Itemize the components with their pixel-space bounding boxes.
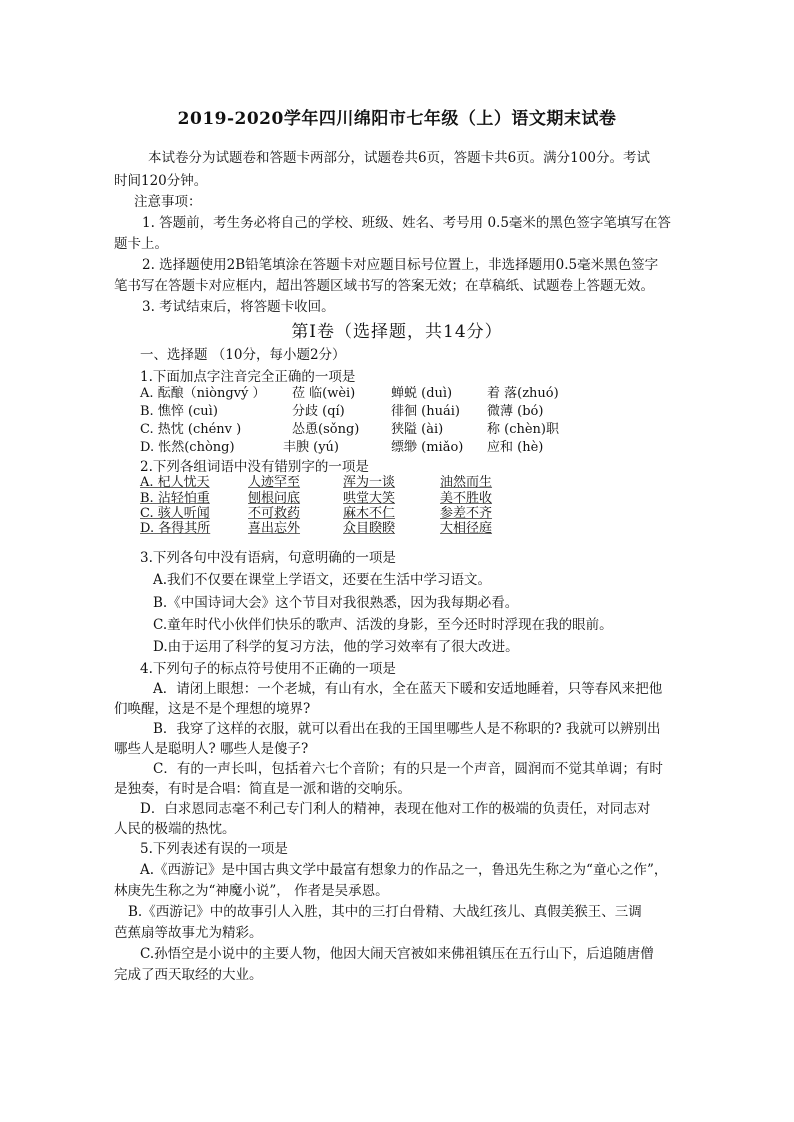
q2-stem: 2.下列各组词语中没有错别字的一项是 bbox=[140, 459, 369, 475]
q4-option-d-line-1: D．白求恩同志毫不利己专门利人的精神，表现在他对工作的极端的负责任，对同志对 bbox=[140, 801, 651, 817]
q2-c-item-2: 不可救药 bbox=[248, 506, 301, 521]
q2-d-item-2: 喜出忘外 bbox=[248, 521, 301, 536]
q1-a-item-4: 着 落(zhuó) bbox=[487, 386, 559, 401]
q1-c-item-2: 怂恿(sǒng) bbox=[292, 422, 360, 437]
q4-option-b-line-2: 哪些人是聪明人? 哪些人是傻子? bbox=[114, 741, 309, 757]
q4-stem: 4.下列句子的标点符号使用不正确的一项是 bbox=[140, 661, 396, 677]
q1-c-item-3: 狭隘 (ài) bbox=[391, 422, 444, 437]
q5-option-a-line-2: 林庚先生称之为“神魔小说”， 作者是吴承恩。 bbox=[114, 883, 389, 899]
q2-c-item-1: C. 骇人听闻 bbox=[140, 506, 210, 521]
note-2-line-1: 2. 选择题使用2B铅笔填涂在答题卡对应题目标号位置上，非选择题用0.5毫米黑色签字 bbox=[142, 257, 659, 273]
q2-a-item-4: 油然而生 bbox=[440, 475, 493, 490]
q5-option-b-line-2: 芭蕉扇等故事尤为精彩。 bbox=[114, 925, 263, 941]
q1-d-item-3: 缥缈 (miǎo) bbox=[391, 440, 464, 455]
note-1-line-2: 题卡上。 bbox=[114, 236, 168, 252]
q1-b-item-1: B. 憔悴 (cuì) bbox=[140, 404, 218, 419]
note-3: 3. 考试结束后，将答题卡收回。 bbox=[142, 299, 335, 315]
q2-d-item-3: 众目睽睽 bbox=[343, 521, 396, 536]
note-2-line-2: 笔书写在答题卡对应框内，超出答题区域书写的答案无效；在草稿纸、试题卷上答题无效。 bbox=[114, 278, 654, 294]
q5-stem: 5.下列表述有误的一项是 bbox=[140, 841, 288, 857]
q1-b-item-3: 徘徊 (huái) bbox=[391, 404, 460, 419]
q5-option-c-line-2: 完成了西天取经的大业。 bbox=[114, 967, 263, 983]
q4-option-d-line-2: 人民的极端的热忱。 bbox=[114, 821, 236, 837]
q1-b-item-4: 微薄 (bó) bbox=[487, 404, 544, 419]
q3-option-a: A.我们不仅要在课堂上学语文，还要在生活中学习语文。 bbox=[153, 572, 492, 588]
page-title: 2019-2020学年四川绵阳市七年级（上）语文期末试卷 bbox=[177, 109, 617, 129]
q3-option-b: B.《中国诗词大会》这个节目对我很熟悉，因为我每期必看。 bbox=[153, 595, 519, 611]
q1-stem: 1.下面加点字注音完全正确的一项是 bbox=[140, 369, 356, 385]
q1-d-item-2: 丰腴 (yú) bbox=[283, 440, 339, 455]
q4-option-b-line-1: B．我穿了这样的衣服，就可以看出在我的王国里哪些人是不称职的? 我就可以辨别出 bbox=[153, 721, 661, 737]
q2-a-item-3: 浑为一谈 bbox=[343, 475, 396, 490]
q3-option-c: C.童年时代小伙伴们快乐的歌声、活泼的身影，至今还时时浮现在我的眼前。 bbox=[153, 617, 613, 633]
q2-b-item-2: 刨根问底 bbox=[248, 491, 301, 506]
q2-b-item-3: 哄堂大笑 bbox=[343, 491, 396, 506]
part-1-heading: 一、选择题 （10分，每小题2分） bbox=[140, 347, 346, 363]
q1-a-item-3: 蝉蜕 (duì) bbox=[391, 386, 453, 401]
q1-b-item-2: 分歧 (qí) bbox=[292, 404, 345, 419]
q2-a-item-1: A. 杞人忧天 bbox=[140, 475, 210, 490]
q1-d-item-1: D. 怅然(chòng) bbox=[140, 440, 235, 455]
q2-d-item-1: D. 各得其所 bbox=[140, 521, 211, 536]
q4-option-c-line-2: 是独奏，有时是合唱：简直是一派和谐的交响乐。 bbox=[114, 781, 411, 797]
intro-line-1: 本试卷分为试题卷和答题卡两部分，试题卷共6页，答题卡共6页。满分100分。考试 bbox=[148, 150, 650, 166]
q5-option-c-line-1: C.孙悟空是小说中的主要人物，他因大闹天宫被如来佛祖镇压在五行山下，后追随唐僧 bbox=[140, 946, 654, 962]
q4-option-a-line-2: 们唤醒，这是不是个理想的境界? bbox=[114, 701, 311, 717]
q2-b-item-4: 美不胜收 bbox=[440, 491, 493, 506]
q4-option-c-line-1: C．有的一声长叫，包括着六七个音阶；有的只是一个声音，圆润而不觉其单调；有时 bbox=[153, 761, 663, 777]
q2-b-item-1: B. 沾轻怕重 bbox=[140, 491, 210, 506]
q2-a-item-2: 人迹罕至 bbox=[248, 475, 301, 490]
intro-line-2: 时间120分钟。 bbox=[114, 173, 208, 189]
q5-option-b-line-1: B.《西游记》中的故事引人入胜，其中的三打白骨精、大战红孩儿、真假美猴王、三调 bbox=[128, 904, 642, 920]
q4-option-a-line-1: A．请闭上眼想：一个老城，有山有水，全在蓝天下暖和安适地睡着，只等春风来把他 bbox=[153, 681, 663, 697]
q1-c-item-1: C. 热忱 (chénv ) bbox=[140, 422, 242, 437]
q3-stem: 3.下列各句中没有语病，句意明确的一项是 bbox=[140, 550, 396, 566]
q2-d-item-4: 大相径庭 bbox=[440, 521, 493, 536]
q1-a-item-1: A. 酝酿（niòngvý ） bbox=[140, 386, 266, 401]
note-1-line-1: 1. 答题前，考生务必将自己的学校、班级、姓名、考号用 0.5毫米的黑色签字笔填写在答 bbox=[142, 215, 671, 231]
section-title: 第Ⅰ卷（选择题，共14分） bbox=[291, 322, 503, 342]
notes-heading: 注意事项： bbox=[134, 194, 202, 210]
q1-a-item-2: 莅 临(wèi) bbox=[292, 386, 356, 401]
q1-d-item-4: 应和 (hè) bbox=[487, 440, 544, 455]
q2-c-item-3: 麻木不仁 bbox=[343, 506, 396, 521]
q2-c-item-4: 参差不齐 bbox=[440, 506, 493, 521]
q1-c-item-4: 称 (chèn)职 bbox=[487, 422, 559, 437]
q5-option-a-line-1: A.《西游记》是中国古典文学中最富有想象力的作品之一，鲁迅先生称之为“童心之作”， bbox=[140, 862, 668, 878]
q3-option-d: D.由于运用了科学的复习方法，他的学习效率有了很大改进。 bbox=[153, 639, 519, 655]
